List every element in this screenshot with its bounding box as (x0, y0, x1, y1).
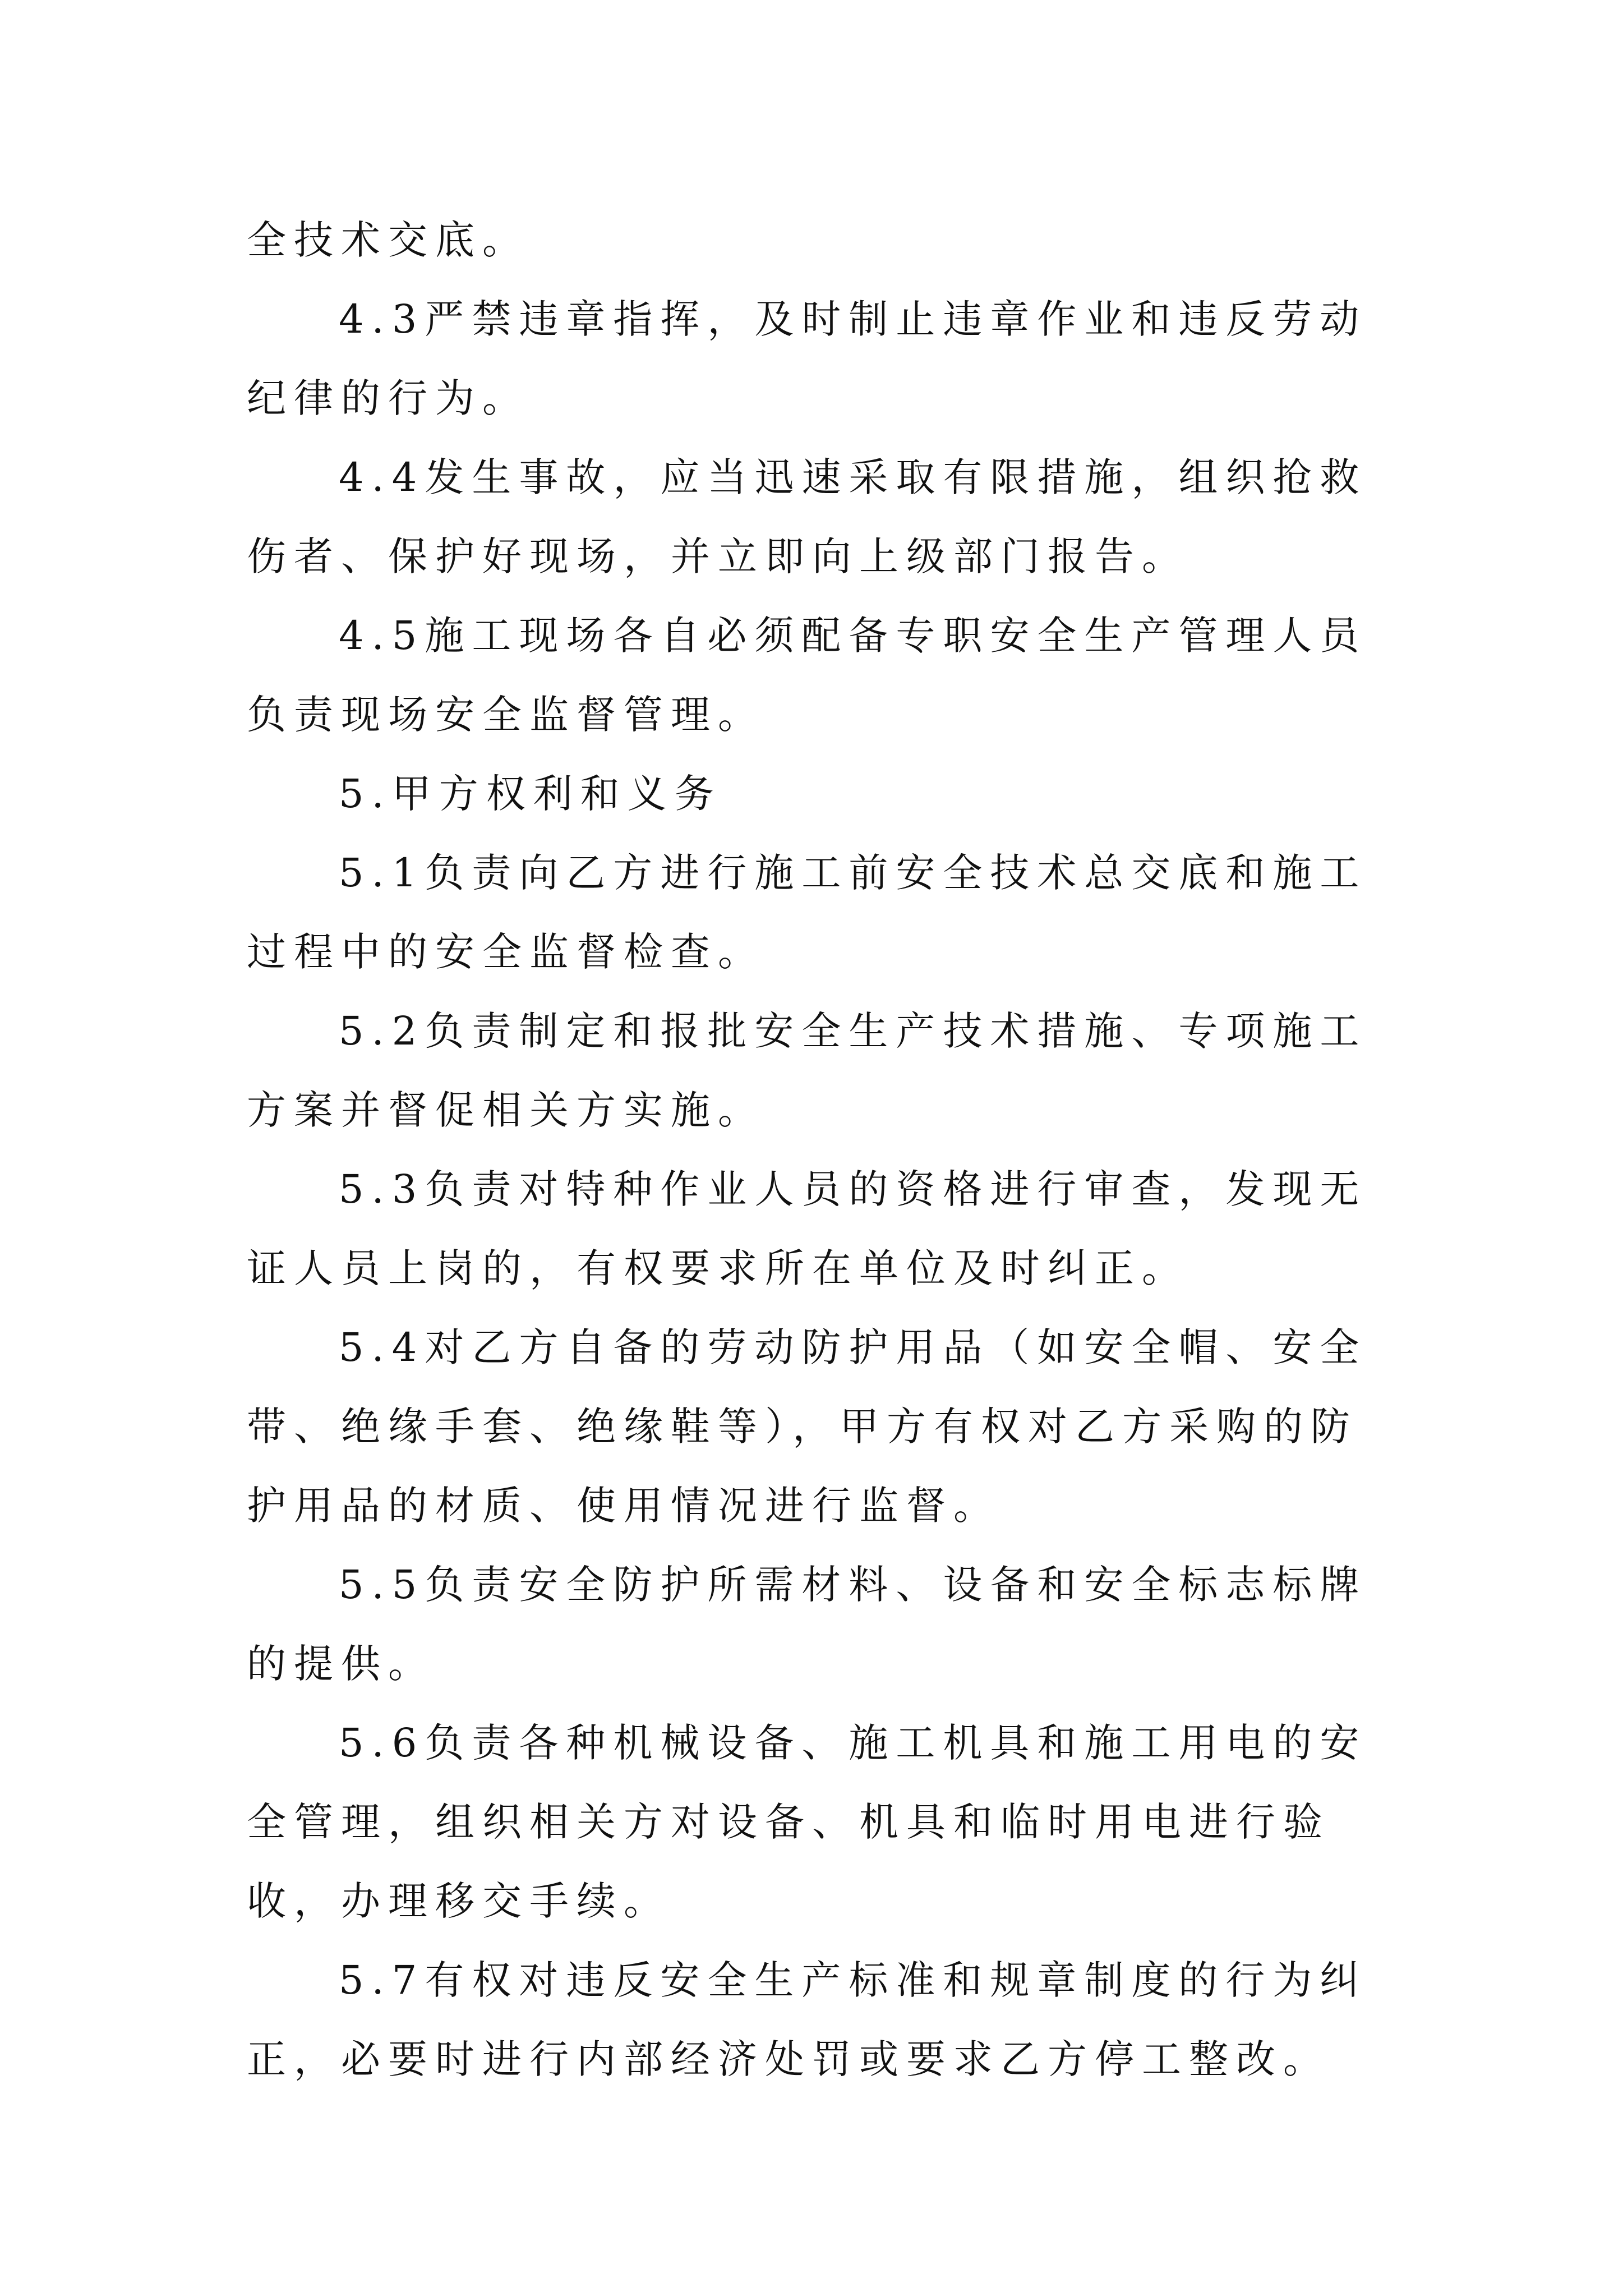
paragraph-4-5: 4.5施工现场各自必须配备专职安全生产管理人员负责现场安全监督管理。 (247, 613, 1367, 738)
section-heading-5: 5.甲方权利和义务 (339, 771, 722, 817)
document-body (247, 201, 1391, 2099)
paragraph-4-4: 4.4发生事故，应当迅速采取有限措施，组织抢救伤者、保护好现场，并立即向上级部门报告。 (247, 454, 1367, 579)
paragraph-5-2: 5.2负责制定和报批安全生产技术措施、专项施工方案并督促相关方实施。 (247, 1008, 1367, 1133)
paragraph-5-1: 5.1负责向乙方进行施工前安全技术总交底和施工过程中的安全监督检查。 (247, 850, 1367, 975)
paragraph-5-5: 5.5负责安全防护所需材料、设备和安全标志标牌的提供。 (247, 1562, 1367, 1687)
paragraph-5-3: 5.3负责对特种作业人员的资格进行审查，发现无证人员上岗的，有权要求所在单位及时纠正。 (247, 1166, 1367, 1291)
paragraph-5-4: 5.4对乙方自备的劳动防护用品（如安全帽、安全带、绝缘手套、绝缘鞋等），甲方有权对乙方采购的防护用品的材质、使用情况进行监督。 (247, 1324, 1367, 1529)
paragraph-5-6: 5.6负责各种机械设备、施工机具和施工用电的安全管理，组织相关方对设备、机具和临时用电进行验收，办理移交手续。 (247, 1720, 1367, 1924)
paragraph-4-3: 4.3严禁违章指挥，及时制止违章作业和违反劳动纪律的行为。 (247, 296, 1367, 421)
paragraph-continuation: 全技术交底。 (247, 217, 529, 263)
paragraph-5-7: 5.7有权对违反安全生产标准和规章制度的行为纠正，必要时进行内部经济处罚或要求乙方停工整改。 (247, 1957, 1367, 2082)
